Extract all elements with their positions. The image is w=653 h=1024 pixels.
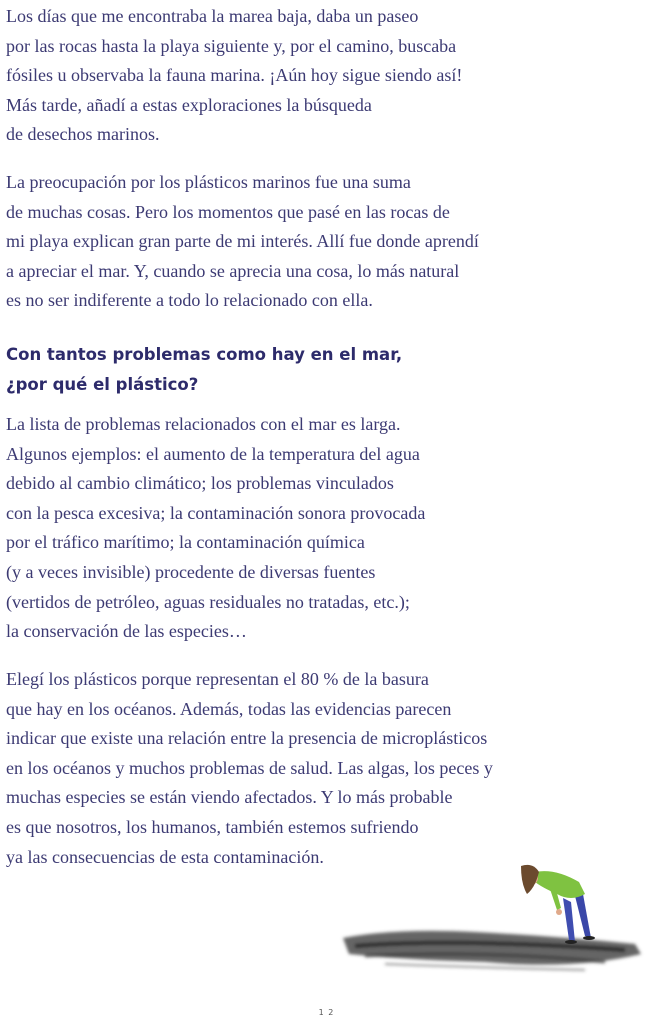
paragraph-4 (6, 665, 493, 872)
text-line: en los océanos y muchos problemas de salud. Las algas, los peces y (6, 757, 493, 778)
illustration-svg (335, 858, 647, 988)
text-line: es que nosotros, los humanos, también estemos sufriendo (6, 816, 419, 837)
text-line: Algunos ejemplos: el aumento de la temperatura del agua (6, 443, 420, 464)
text-line: debido al cambio climático; los problemas vinculados (6, 473, 394, 494)
text-line: (y a veces invisible) procedente de diversas fuentes (6, 561, 376, 582)
text-line: Más tarde, añadí a estas exploraciones la búsqueda (6, 94, 372, 115)
text-line: de desechos marinos. (6, 124, 160, 145)
text-line: por el tráfico marítimo; la contaminación química (6, 532, 365, 553)
text-line: que hay en los océanos. Además, todas las evidencias parecen (6, 698, 452, 719)
paragraph-2 (6, 168, 479, 316)
text-line: ya las consecuencias de esta contaminación. (6, 846, 324, 867)
text-line: a apreciar el mar. Y, cuando se aprecia una cosa, lo más natural (6, 260, 460, 281)
text-line: de muchas cosas. Pero los momentos que pasé en las rocas de (6, 201, 450, 222)
text-line: mi playa explican gran parte de mi interés. Allí fue donde aprendí (6, 231, 479, 252)
section-heading (6, 340, 402, 400)
paragraph-1 (6, 2, 462, 150)
text-line: (vertidos de petróleo, aguas residuales no tratadas, etc.); (6, 591, 410, 612)
text-line: con la pesca excesiva; la contaminación sonora provocada (6, 502, 426, 523)
text-line: es no ser indiferente a todo lo relacionado con ella. (6, 290, 373, 311)
page-number: 1 2 (318, 1008, 335, 1017)
text-line: por las rocas hasta la playa siguiente y, por el camino, buscaba (6, 35, 457, 56)
text-line: Los días que me encontraba la marea baja, daba un paseo (6, 6, 419, 26)
text-line: La lista de problemas relacionados con el mar es larga. (6, 414, 401, 434)
girl-figure (521, 865, 595, 944)
girl-on-rocks-illustration (335, 858, 647, 988)
text-line: La preocupación por los plásticos marinos fue una suma (6, 172, 411, 192)
text-line: indicar que existe una relación entre la presencia de microplásticos (6, 728, 488, 749)
rocks-shape (343, 931, 641, 970)
text-line: la conservación de las especies… (6, 621, 247, 642)
text-line: Elegí los plásticos porque representan el 80 % de la basura (6, 669, 429, 689)
heading-line: Con tantos problemas como hay en el mar, (6, 345, 403, 364)
heading-line: ¿por qué el plástico? (6, 375, 199, 394)
paragraph-3 (6, 410, 425, 647)
text-line: fósiles u observaba la fauna marina. ¡Aún hoy sigue siendo así! (6, 65, 463, 86)
text-line: muchas especies se están viendo afectados. Y lo más probable (6, 787, 453, 808)
